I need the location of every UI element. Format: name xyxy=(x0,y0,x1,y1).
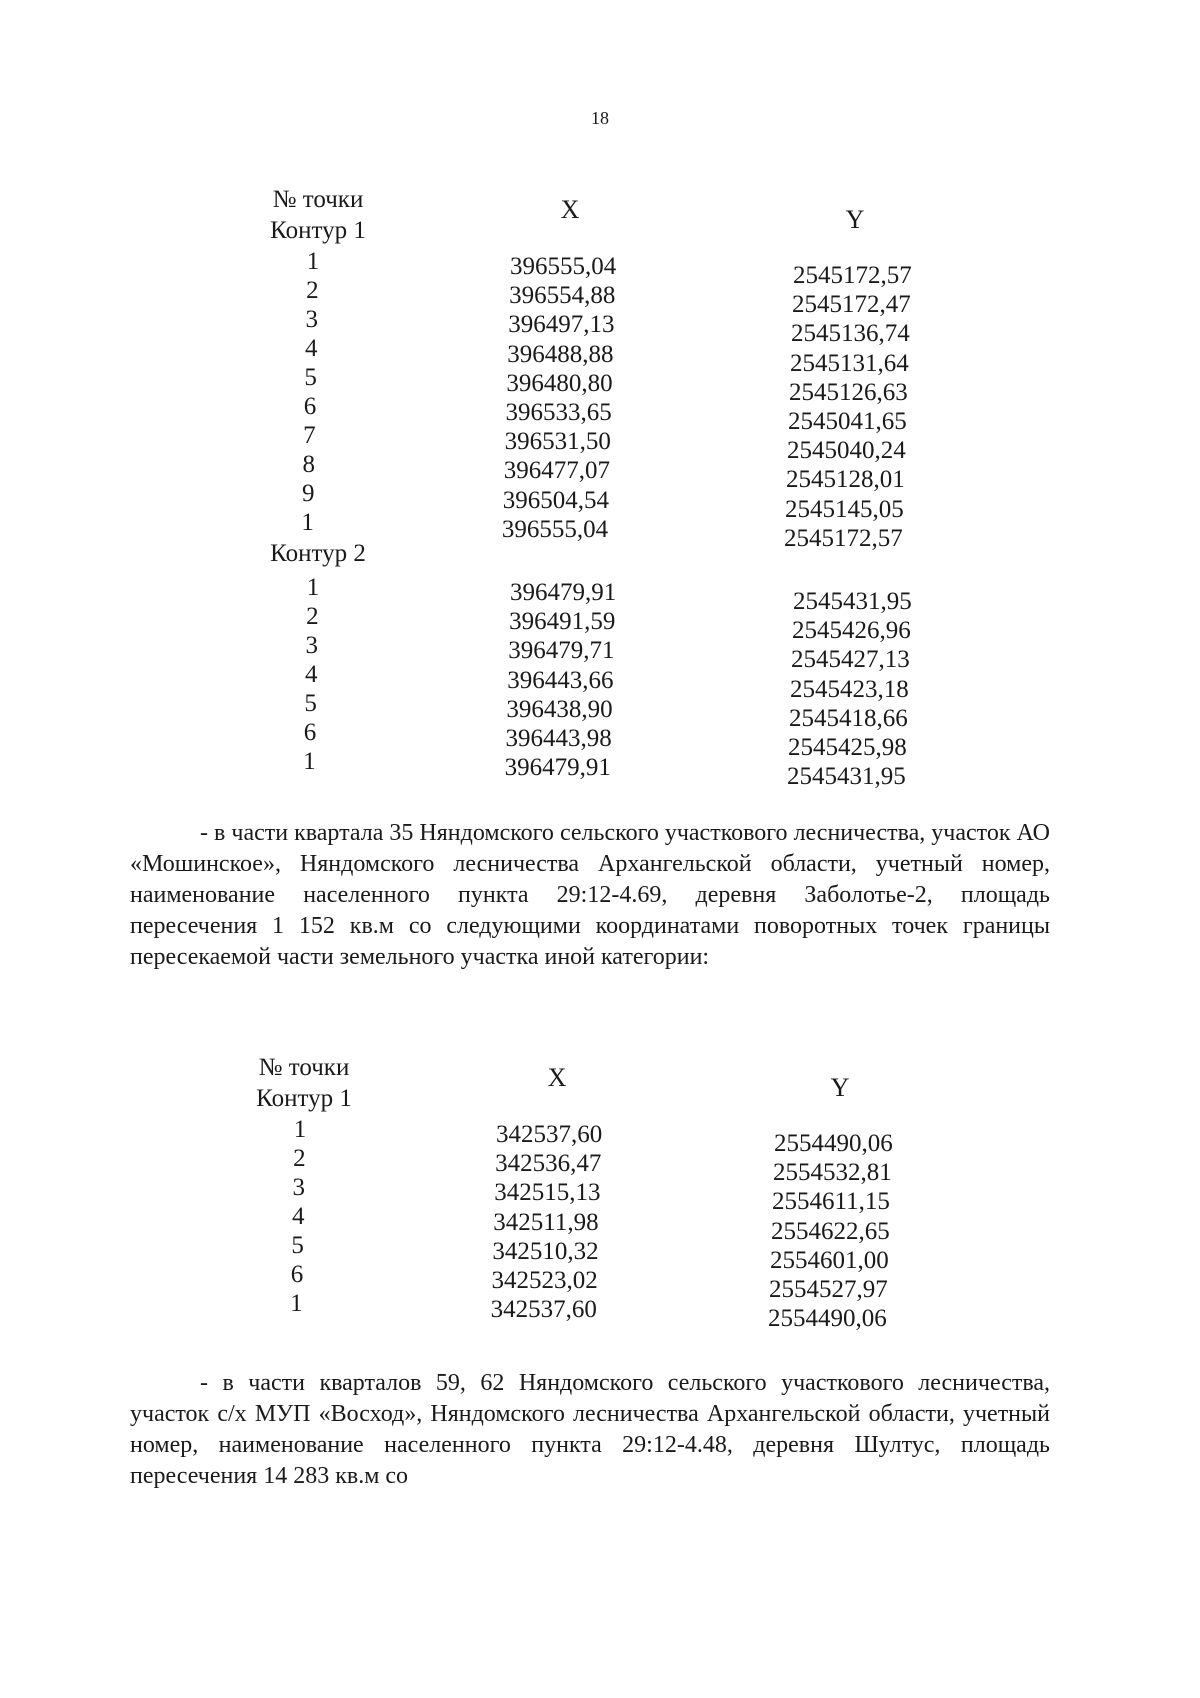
x-value: 342515,13 xyxy=(494,1179,601,1207)
y-value: 2545136,74 xyxy=(791,320,910,348)
x-value: 342536,47 xyxy=(495,1150,602,1178)
y-value: 2545427,13 xyxy=(791,646,910,674)
x-value: 342537,60 xyxy=(496,1121,603,1148)
point-number: 5 xyxy=(291,1232,304,1259)
x-value: 396555,04 xyxy=(510,253,617,280)
table-row xyxy=(0,572,1200,615)
point-number: 4 xyxy=(304,661,318,688)
y-value: 2545431,95 xyxy=(793,588,912,615)
x-value: 396504,54 xyxy=(502,486,610,514)
table-row xyxy=(0,1230,1200,1274)
y-value: 2545041,65 xyxy=(788,408,907,435)
x-value: 396438,90 xyxy=(506,695,613,723)
x-value: 342523,02 xyxy=(491,1267,598,1294)
point-number: 1 xyxy=(293,1116,307,1143)
x-value: 396443,66 xyxy=(507,666,614,694)
table-row xyxy=(0,601,1200,645)
x-value: 396479,91 xyxy=(510,579,617,606)
table-row xyxy=(0,659,1200,703)
point-number: 2 xyxy=(306,277,319,304)
point-number: 6 xyxy=(303,393,317,420)
x-value: 396491,59 xyxy=(509,608,616,636)
y-value: 2545040,24 xyxy=(787,437,906,465)
table-row xyxy=(0,304,1200,348)
y-value: 2554601,00 xyxy=(770,1246,889,1274)
y-value: 2545172,57 xyxy=(793,262,912,289)
header-y: Y xyxy=(845,205,865,234)
table-row xyxy=(0,362,1200,406)
page-number: 18 xyxy=(591,108,609,128)
point-number: 1 xyxy=(306,248,320,275)
point-number: 6 xyxy=(303,719,317,746)
table-row xyxy=(0,688,1200,732)
paragraph-kvartal-35 xyxy=(130,818,1050,973)
x-value: 396443,98 xyxy=(505,725,612,752)
table-row xyxy=(0,275,1200,319)
x-value: 396479,71 xyxy=(508,637,615,665)
y-value: 2545128,01 xyxy=(786,466,905,494)
point-number: 8 xyxy=(302,451,316,478)
table-row xyxy=(0,333,1200,377)
table-row xyxy=(0,1288,1200,1333)
x-value: 342537,60 xyxy=(490,1296,597,1324)
x-value: 396531,50 xyxy=(504,428,611,456)
x-value: 396477,07 xyxy=(503,457,610,485)
point-number: 3 xyxy=(305,306,319,333)
point-number: 4 xyxy=(291,1203,305,1230)
paragraph-kvartaly-59-62 xyxy=(130,1368,1050,1492)
x-value: 396497,13 xyxy=(508,311,615,339)
header-x: X xyxy=(547,1063,567,1092)
paragraph-text: - в части кварталов 59, 62 Няндомского сельского участкового лесничества, участок с/х МУП «Восход», Няндомского лесничества Архангельской области, учетный номер, наименование населенного пункта 29:12-4.48, деревня Шултус, площадь пересечения 14 283 кв.м со xyxy=(130,1370,1050,1489)
y-value: 2545431,95 xyxy=(787,763,906,791)
x-value: 342510,32 xyxy=(492,1237,599,1265)
paragraph-text: - в части квартала 35 Няндомского сельского участкового лесничества, участок АО «Мошинское», Няндомского лесничества Архангельской области, учетный номер, наименование населенного пункта 29:12-4.69, деревня Заболотье-2, площадь пересечения 1 152 кв.м со следующими координатами поворотных точек границы пересекаемой части земельного участка иной категории: xyxy=(130,820,1050,970)
point-number: 1 xyxy=(306,574,320,601)
point-number: 1 xyxy=(290,1290,303,1317)
header-x: X xyxy=(560,195,580,224)
y-value: 2545425,98 xyxy=(788,734,907,761)
y-value: 2554490,06 xyxy=(774,1130,893,1157)
table-row xyxy=(0,717,1200,761)
table-row xyxy=(0,246,1200,289)
y-value: 2545423,18 xyxy=(790,675,909,703)
table-row xyxy=(0,1114,1200,1157)
point-number: 4 xyxy=(304,335,318,362)
y-value: 2554527,97 xyxy=(769,1276,888,1303)
table-row xyxy=(0,1172,1200,1216)
contour-label: Контур 2 xyxy=(270,540,366,567)
point-number: 5 xyxy=(304,690,317,717)
header-point-number: № точки xyxy=(258,1054,350,1081)
point-number: 3 xyxy=(305,632,319,659)
x-value: 396480,80 xyxy=(506,369,613,397)
point-number: 7 xyxy=(303,422,316,449)
y-value: 2554532,81 xyxy=(773,1159,892,1187)
y-value: 2545145,05 xyxy=(785,495,904,523)
x-value: 396555,04 xyxy=(501,515,609,543)
table-row xyxy=(0,507,1200,552)
table-row xyxy=(0,478,1200,523)
point-number: 1 xyxy=(301,509,314,536)
table-row xyxy=(0,420,1200,465)
table-row xyxy=(0,1143,1200,1187)
x-value: 396533,65 xyxy=(505,399,612,426)
table-row xyxy=(0,1259,1200,1303)
table-row xyxy=(0,391,1200,435)
table-row xyxy=(0,449,1200,494)
y-value: 2545426,96 xyxy=(792,617,911,645)
contour-label: Контур 1 xyxy=(256,1085,352,1112)
y-value: 2545418,66 xyxy=(789,704,908,732)
table-row xyxy=(0,630,1200,674)
y-value: 2545126,63 xyxy=(789,378,908,406)
y-value: 2545172,47 xyxy=(792,291,911,319)
header-y: Y xyxy=(830,1073,850,1102)
contour-label: Контур 1 xyxy=(270,217,366,244)
point-number: 6 xyxy=(290,1261,304,1288)
y-value: 2554622,65 xyxy=(771,1217,890,1245)
x-value: 396479,91 xyxy=(504,754,611,782)
point-number: 1 xyxy=(303,748,316,775)
y-value: 2554490,06 xyxy=(768,1305,887,1333)
table-row xyxy=(0,1201,1200,1245)
point-number: 2 xyxy=(293,1145,306,1172)
header-point-number: № точки xyxy=(272,186,364,213)
point-number: 3 xyxy=(292,1174,306,1201)
y-value: 2554611,15 xyxy=(772,1188,890,1216)
point-number: 2 xyxy=(306,603,319,630)
point-number: 5 xyxy=(304,364,317,391)
point-number: 9 xyxy=(301,480,315,507)
y-value: 2545172,57 xyxy=(784,524,903,552)
x-value: 342511,98 xyxy=(493,1208,599,1236)
x-value: 396488,88 xyxy=(507,340,614,368)
table-row xyxy=(0,746,1200,791)
x-value: 396554,88 xyxy=(509,282,616,310)
y-value: 2545131,64 xyxy=(790,349,909,377)
